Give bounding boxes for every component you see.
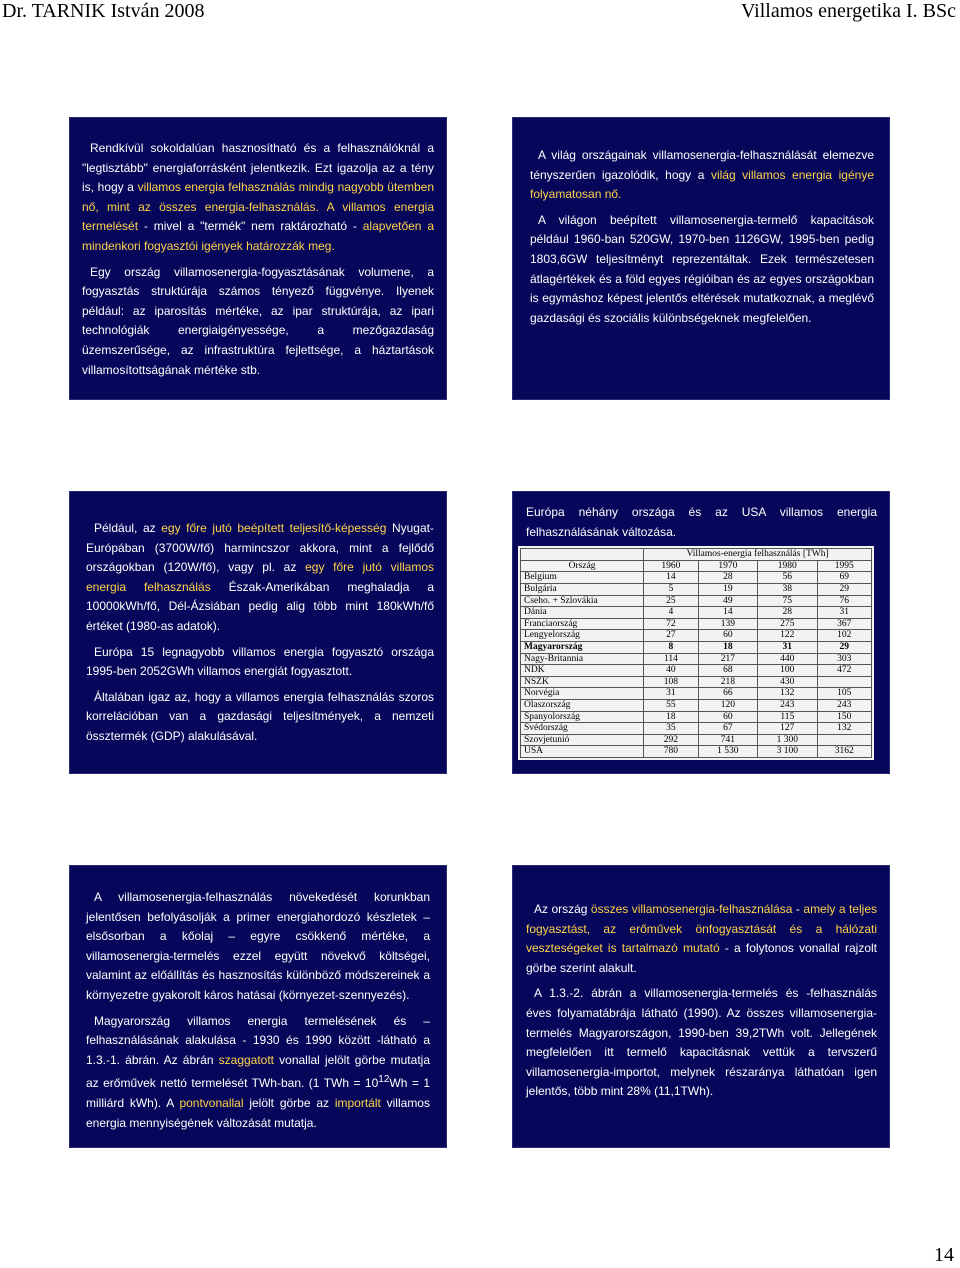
table-cell-value: 243 (758, 699, 817, 711)
table-cell-value: 18 (698, 641, 757, 653)
table-cell-value: 3162 (817, 746, 871, 758)
table-cell-value: 5 (644, 583, 698, 595)
slide-3-paragraph-3: Általában igaz az, hogy a villamos energia felhasználás szoros korrelációban van a gazdasági teljesítmények, a nemzeti össztermék (GDP) alakulásával. (86, 689, 434, 743)
table-row (521, 641, 872, 653)
table-cell-value: 217 (698, 653, 757, 665)
slide-1-paragraph-1 (82, 139, 434, 257)
table-cell-country: Belgium (521, 572, 644, 584)
slide-3-paragraph-1 (86, 519, 434, 637)
table-cell-value: 292 (644, 734, 698, 746)
table-cell-value: 132 (758, 688, 817, 700)
highlight-text: amely a teljes fogyasztást, az erőművek önfogyasztását és a hálózati veszteségeket is tartalmazó mutató (526, 902, 877, 956)
table-cell-value: 780 (644, 746, 698, 758)
highlight-text: egy főre jutó villamos energia felhasználás (86, 560, 435, 594)
table-cell-country: USA (521, 746, 644, 758)
table-cell-value: 100 (758, 665, 817, 677)
table-cell-value: 218 (698, 676, 757, 688)
table-cell-value: 114 (644, 653, 698, 665)
table-cell-value (817, 734, 871, 746)
table-cell-value: 60 (698, 630, 757, 642)
table-cell-country: Cseho. + Szlovákia (521, 595, 644, 607)
header-author: Dr. TARNIK István 2008 (2, 0, 205, 22)
text: Az ország (534, 902, 591, 916)
table-cell-value: 49 (698, 595, 757, 607)
table-cell-value: 132 (817, 723, 871, 735)
table-cell-country: Norvégia (521, 688, 644, 700)
slide-2-paragraph-2: A világon beépített villamosenergia-termelő kapacitások például 1960-ban 520GW, 1970-ben 1126GW, 1995-ben pedig 1803,6GW teljesítményt reprezentáltak. Ezek természetesen átlagértékek és a föld egyes régióiban és az egyes országokban is egymáshoz képest jelentős eltérések mutatkoznak, a meglévő gazdasági és szociális különbségeknek megfelelően. (530, 212, 874, 325)
table-cell-value: 29 (817, 641, 871, 653)
table-header-country: Ország (521, 560, 644, 572)
consumption-table (520, 548, 872, 758)
table-row (521, 699, 872, 711)
slide-6-paragraph-1 (526, 900, 877, 978)
slide-5 (69, 865, 447, 1148)
table-cell-value: 115 (758, 711, 817, 723)
text: Magyarország villamos energia termelésének és –felhasználásának alakulása - 1930 és 1990 között -látható a 1.3.-1. ábrán. Az ábrán (86, 1013, 430, 1067)
text: Wh = 1 milliárd kWh). A (86, 1076, 430, 1110)
slide-5-paragraph-1: A villamosenergia-felhasználás növekedését korunkban jelentősen befolyásolják a primer energiahordozó készletek – elsősorban a kőolaj – egyre csökkenő mértéke, a villamosenergia-termelés ezzel együtt növekvő költségei, valamint az előállítás és hasznosítás különböző módszereinek a környezetre gyakorolt káros hatásai (környezet-szennyezés). (86, 890, 430, 1002)
table-cell-value: 14 (644, 572, 698, 584)
table-cell-country: Bulgária (521, 583, 644, 595)
table-cell-value: 18 (644, 711, 698, 723)
text: Észak-Amerikában meghaladja a 10000kWh/fő, Dél-Ázsiában pedig alig több mint 180kWh/fő értéket (1980-as adatok). (86, 579, 434, 633)
page-number: 14 (934, 1244, 954, 1266)
table-cell-value: 102 (817, 630, 871, 642)
slide-6-paragraph-2: A 1.3.-2. ábrán a villamosenergia-termelés és -felhasználás éves folyamatábrája látható (1990). Az összes villamosenergia-termelés Magyarországon, 1990-ben 39,2TWh volt. Jellegének megfelelően itt termelő kapacitásnak vettük a tervszerű villamosenergia-importot, melynek részaránya láthatóan igen jelentős, több mint 28% (11,1TWh). (526, 986, 877, 1099)
table-cell-country: Svédország (521, 723, 644, 735)
table-cell-value: 76 (817, 595, 871, 607)
table-cell-value: 29 (817, 583, 871, 595)
table-cell-value: 430 (758, 676, 817, 688)
table-cell-value: 303 (817, 653, 871, 665)
highlight-text: egy főre jutó beépített teljesítő-képesség (161, 521, 387, 535)
table-cell-country: Lengyelország (521, 630, 644, 642)
table-cell-value: 367 (817, 618, 871, 630)
highlight-text: villamos energia felhasználás mindig nagyobb ütemben nő, mint az összes energia-felhasználás. (82, 180, 435, 214)
table-cell-value: 55 (644, 699, 698, 711)
slide-2-paragraph-1 (530, 146, 874, 205)
text (319, 200, 327, 214)
slide-5-paragraph-2 (86, 1012, 430, 1134)
table-cell-value: 440 (758, 653, 817, 665)
table-header-year: 1970 (698, 560, 757, 572)
table-header-year: 1980 (758, 560, 817, 572)
table-row (521, 688, 872, 700)
superscript: 12 (378, 1074, 390, 1086)
slide-4 (512, 491, 890, 774)
table-cell-country: Olaszország (521, 699, 644, 711)
table-cell-country: Franciaország (521, 618, 644, 630)
slide-4-intro: Európa néhány országa és az USA villamos energia felhasználásának változása. (526, 505, 877, 539)
table-cell-value: 75 (758, 595, 817, 607)
text: A világ országainak villamosenergia-felhasználását elemezve tényszerűen igazolódik, hogy a (530, 148, 874, 182)
text: Például, az (94, 521, 162, 535)
table-cell-value: 120 (698, 699, 757, 711)
table-group-header: Villamos-energia felhasználás [TWh] (644, 549, 872, 561)
table-cell-value: 472 (817, 665, 871, 677)
table-cell-value: 67 (698, 723, 757, 735)
table-cell-country: Magyarország (521, 641, 644, 653)
table-cell-value: 38 (758, 583, 817, 595)
table-cell-value: 31 (758, 641, 817, 653)
table-cell-value: 1 300 (758, 734, 817, 746)
table-cell-value: 25 (644, 595, 698, 607)
table-row (521, 618, 872, 630)
text: vonallal jelölt görbe mutatja az erőművek nettó termelését TWh-ban. (1 TWh = 10 (86, 1052, 430, 1091)
text: jelölt görbe az (243, 1095, 335, 1110)
table-cell-country: Dánia (521, 607, 644, 619)
table-cell-value: 108 (644, 676, 698, 688)
slide-3 (69, 491, 447, 774)
highlight-text: szaggatott (218, 1052, 275, 1067)
table-row (521, 572, 872, 584)
slide-1 (69, 117, 447, 400)
text: - (792, 902, 804, 916)
table-row (521, 665, 872, 677)
table-cell-value: 127 (758, 723, 817, 735)
highlight-text: világ villamos energia igénye folyamatosan nő. (530, 167, 874, 202)
table-cell-value: 1 530 (698, 746, 757, 758)
table-cell-value: 31 (817, 607, 871, 619)
header-course: Villamos energetika I. BSc (740, 0, 956, 22)
table-header-year: 1995 (817, 560, 871, 572)
table-row (521, 653, 872, 665)
table-cell-country: NSZK (521, 676, 644, 688)
slide-3-paragraph-2: Európa 15 legnagyobb villamos energia fogyasztó országa 1995-ben 2052GWh villamos energiát fogyasztott. (86, 644, 434, 679)
table-cell-value: 28 (698, 572, 757, 584)
table-cell-value: 60 (698, 711, 757, 723)
table-cell-country: Nagy-Britannia (521, 653, 644, 665)
table-cell-value: 741 (698, 734, 757, 746)
text: Nyugat-Európában (3700W/fő) harmincszor akkora, mint a fejlődő országokban (120W/fő), vagy pl. az (86, 521, 434, 575)
table-row (521, 583, 872, 595)
table-cell-value: 3 100 (758, 746, 817, 758)
slide-2 (512, 117, 890, 400)
table-cell-country: Spanyolország (521, 711, 644, 723)
text: - a folytonos vonallal rajzolt görbe szerint alakult. (526, 941, 877, 975)
table-cell-value: 139 (698, 618, 757, 630)
highlight-text: pontvonallal (179, 1095, 244, 1110)
table-row (521, 595, 872, 607)
table-row (521, 711, 872, 723)
table-cell-value: 27 (644, 630, 698, 642)
slide-1-paragraph-2: Egy ország villamosenergia-fogyasztásának volumene, a fogyasztás struktúrája számos tényező függvénye. Ilyenek például: az iparosítás mértéke, az ipar struktúrája, az ipari technológiák energiaigényessége, a mezőgazdaság üzemszerűsége, az infrastruktúra fejlettsége, a háztartások villamosítottságának mértéke stb. (82, 264, 434, 377)
table-cell-value: 69 (817, 572, 871, 584)
highlight-text: A villamos energia termelését (82, 199, 435, 234)
consumption-table-wrapper (518, 546, 874, 760)
slide-6 (512, 865, 890, 1148)
text: villamos energia mennyiségének változását mutatja. (86, 1095, 430, 1130)
text: - mivel a "termék" nem raktározható - (138, 219, 363, 234)
table-cell-value: 14 (698, 607, 757, 619)
table-cell-value: 122 (758, 630, 817, 642)
highlight-text: importált (334, 1095, 381, 1110)
table-header-spacer (521, 549, 644, 561)
table-cell-country: NDK (521, 665, 644, 677)
table-cell-value: 275 (758, 618, 817, 630)
table-cell-value: 68 (698, 665, 757, 677)
table-cell-value: 4 (644, 607, 698, 619)
table-cell-value: 28 (758, 607, 817, 619)
table-cell-country: Szovjetunió (521, 734, 644, 746)
table-cell-value: 19 (698, 583, 757, 595)
table-cell-value: 72 (644, 618, 698, 630)
table-cell-value: 243 (817, 699, 871, 711)
table-cell-value: 150 (817, 711, 871, 723)
table-cell-value: 8 (644, 641, 698, 653)
table-cell-value: 40 (644, 665, 698, 677)
table-cell-value: 66 (698, 688, 757, 700)
table-cell-value: 56 (758, 572, 817, 584)
table-row (521, 723, 872, 735)
table-row (521, 734, 872, 746)
highlight-text: összes villamosenergia-felhasználása (590, 902, 793, 916)
table-row (521, 746, 872, 758)
table-row (521, 676, 872, 688)
text: Rendkívül sokoldalúan hasznosítható és a felhasználóknál a "legtisztább" energiaforrásként jelentkezik. Ezt igazolja az a tény is, hogy a (82, 141, 434, 195)
table-header-year: 1960 (644, 560, 698, 572)
table-cell-value: 31 (644, 688, 698, 700)
table-cell-value (817, 676, 871, 688)
highlight-text: alapvetően a mindenkori fogyasztói igények határozzák meg. (82, 219, 434, 253)
table-cell-value: 105 (817, 688, 871, 700)
table-row (521, 630, 872, 642)
table-row (521, 607, 872, 619)
table-body (521, 572, 872, 758)
table-cell-value: 35 (644, 723, 698, 735)
